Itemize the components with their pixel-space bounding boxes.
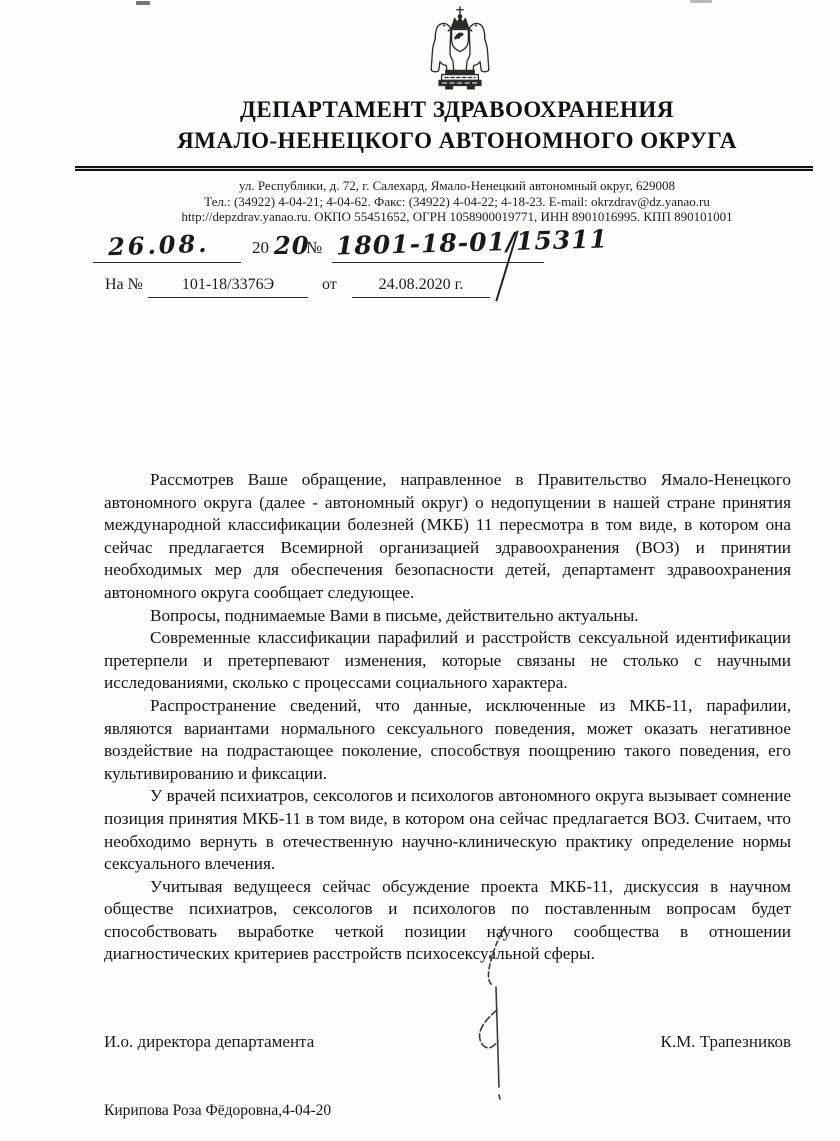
reply-number: 101-18/3376Э: [148, 276, 308, 298]
reply-date: 24.08.2020 г.: [352, 276, 490, 298]
scan-artifact: [690, 0, 712, 3]
body-paragraph: Вопросы, поднимаемые Вами в письме, действительно актуальны.: [150, 605, 639, 625]
number-underline: [332, 262, 544, 263]
department-title-line2: ЯМАЛО-НЕНЕЦКОГО АВТОНОМНОГО ОКРУГА: [177, 128, 737, 153]
letter-body: [104, 469, 791, 966]
handwritten-year: 20: [274, 231, 310, 260]
address-line: ул. Республики, д. 72, г. Салехард, Ямало-Ненецкий автономный округ, 629008: [238, 178, 676, 193]
body-paragraph: Распространение сведений, что данные, исключенные из МКБ-11, парафилии, являются вариантами нормального сексуального поведения, может оказать негативное воздействие на подрастающее поколение, способствуя поощрению такого поведения, его культивированию и фиксации.: [104, 695, 791, 783]
signature-row: [104, 1032, 791, 1052]
letterhead-title: [74, 94, 840, 156]
reply-to-label: На №: [105, 276, 143, 293]
date-underline: [93, 262, 241, 263]
body-paragraph: Рассмотрев Ваше обращение, направленное в Правительство Ямало-Ненецкого автономного округа (далее - автономный округ) о недопущении в нашей стране принятия международной классификации болезней (МКБ) 11 пересмотра в том виде, в котором она сейчас предлагается Всемирной организацией здравоохранения (ВОЗ) и принятии необходимых мер для обеспечения безопасности детей, департамент здравоохранения автономного округа сообщает следующее.: [104, 470, 791, 602]
signer-position: И.о. директора департамента: [104, 1032, 315, 1051]
executor-contact: Кирипова Роза Фёдоровна,4-04-20: [104, 1102, 332, 1119]
signer-name: К.М. Трапезников: [660, 1032, 791, 1051]
contacts-line: Тел.: (34922) 4-04-21; 4-04-62. Факс: (34922) 4-04-22; 4-18-23. E-mail: okrzdrav@dz.yanao.ru: [204, 193, 710, 209]
handwritten-outgoing-number: 1801-18-01/15311: [335, 224, 609, 261]
scan-artifact: [136, 1, 150, 5]
registry-codes-line: http://depzdrav.yanao.ru. ОКПО 55451652, ОГРН 1058900019771, ИНН 8901016995. КПП 890101001: [181, 209, 733, 224]
number-sign: №: [306, 238, 323, 257]
body-paragraph: Учитывая ведущееся сейчас обсуждение проекта МКБ-11, дискуссия в научном обществе психиатров, сексологов и психологов по поставленным вопросам будет способствовать выработке четкой позиции научного сообщества в отношении диагностических критериев расстройств психосексуальной сферы.: [104, 876, 791, 964]
letterhead-address-block: [74, 178, 840, 225]
body-paragraph: У врачей психиатров, сексологов и психологов автономного округа вызывает сомнение позиция принятия МКБ-11 в том виде, в котором она сейчас предлагается ВОЗ. Считаем, что необходимо вернуть в отечественную научно-клиническую практику определение нормы сексуального влечения.: [104, 786, 791, 874]
department-title-line1: ДЕПАРТАМЕНТ ЗДРАВООХРАНЕНИЯ: [240, 97, 674, 122]
handwritten-date: 26.08.: [107, 228, 210, 262]
year-prefix-printed: 20: [252, 238, 269, 257]
body-paragraph: Современные классификации парафилий и расстройств сексуальной идентификации претерпели и претерпевают изменения, которые связаны не столько с научными исследованиями, сколько с процессами социального характера.: [104, 628, 791, 693]
yanao-coat-of-arms-icon: [418, 6, 502, 98]
header-divider-rule: [75, 166, 813, 171]
reply-from-label: от: [322, 276, 337, 293]
